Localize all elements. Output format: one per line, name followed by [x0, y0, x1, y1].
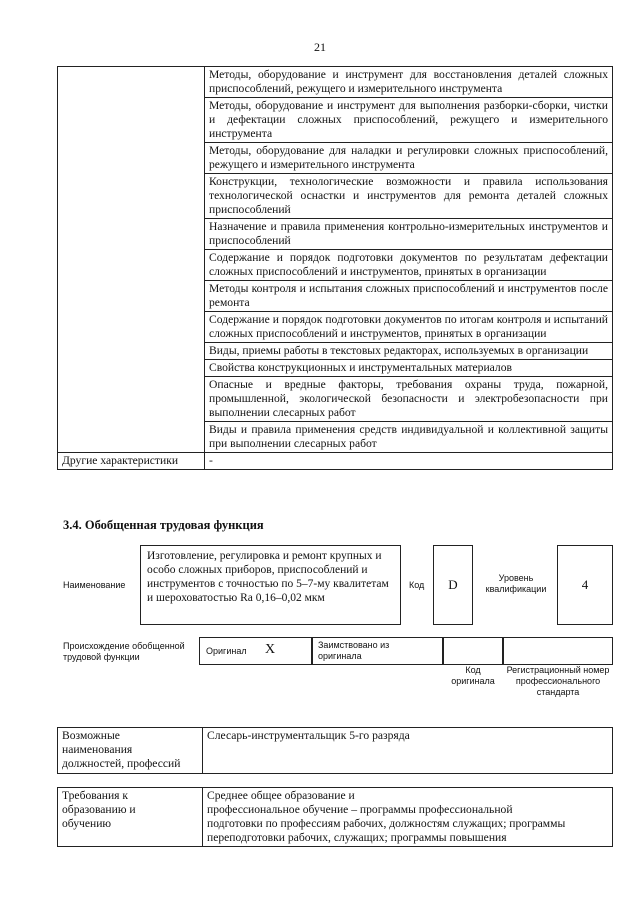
knowledge-item: Методы, оборудование для наладки и регулировки сложных приспособлений, режущего и измерительного инструмента — [205, 143, 613, 174]
knowledge-item: Конструкции, технологические возможности и правила использования технологической оснастки и инструментов для ремонта деталей сложных приспособлений — [205, 174, 613, 219]
page-number: 21 — [314, 40, 326, 54]
code-label: Код — [409, 580, 425, 590]
knowledge-item: Методы контроля и испытания сложных приспособлений и инструментов после ремонта — [205, 281, 613, 312]
table-row — [58, 453, 613, 470]
borrowed-label: Заимствовано из оригинала — [318, 640, 390, 661]
knowledge-item: Методы, оборудование и инструмент для выполнения разборки-сборки, чистки и дефектации сложных приспособлений, режущего и измерительного инструмента — [205, 98, 613, 143]
name-label: Наименование — [63, 580, 126, 590]
knowledge-item: Свойства конструкционных и инструментальных материалов — [205, 360, 613, 377]
table-row — [58, 728, 613, 774]
education-value — [203, 788, 613, 847]
knowledge-item: Опасные и вредные факторы, требования охраны труда, пожарной, промышленной, экологической безопасности и электробезопасности при выполнении слесарных работ — [205, 377, 613, 422]
knowledge-requirements-table — [57, 66, 613, 470]
knowledge-item: Виды, приемы работы в текстовых редакторах, используемых в организации — [205, 343, 613, 360]
origin-label: Происхождение обобщенной трудовой функции — [63, 641, 185, 662]
origin-code-box — [443, 637, 503, 665]
original-label: Оригинал — [206, 646, 247, 656]
positions-label — [58, 728, 203, 774]
level-box — [557, 545, 613, 625]
function-name-box — [140, 545, 401, 625]
code-original-caption: Код оригинала — [451, 665, 495, 686]
education-label-line: обучению — [62, 817, 112, 830]
knowledge-item: Виды и правила применения средств индивидуальной и коллективной защиты при выполнении слесарных работ — [205, 422, 613, 453]
code-box — [433, 545, 473, 625]
education-value-line: Среднее общее образование и — [207, 789, 355, 802]
level-value: 4 — [581, 577, 589, 592]
original-box — [199, 637, 312, 665]
education-table — [57, 787, 613, 847]
knowledge-item: Содержание и порядок подготовки документов по итогам контроля и испытаний сложных приспособлений и инструментов, принятых в организации — [205, 312, 613, 343]
borrowed-box — [312, 637, 443, 665]
education-label-line: Требования к — [62, 789, 129, 802]
reg-number-box — [503, 637, 613, 665]
knowledge-item: Назначение и правила применения контрольно-измерительных инструментов и приспособлений — [205, 219, 613, 250]
other-characteristics-label: Другие характеристики — [58, 453, 205, 470]
education-label — [58, 788, 203, 847]
education-label-line: образованию и — [62, 803, 136, 816]
reg-number-caption: Регистрационный номер профессионального стандарта — [506, 665, 610, 697]
positions-label-line: наименования — [62, 743, 133, 756]
table-row — [58, 67, 613, 98]
positions-label-line: Возможные — [62, 729, 120, 742]
function-name-value: Изготовление, регулировка и ремонт крупных и особо сложных приборов, приспособлений и инструментов с точностью по 5–7-му квалитетам и шероховатостью Ra 0,16–0,02 мкм — [147, 550, 389, 604]
other-characteristics-value: - — [205, 453, 613, 470]
education-value-line: подготовки по профессиям рабочих, должностям служащих; программы — [207, 817, 566, 830]
knowledge-item: Методы, оборудование и инструмент для восстановления деталей сложных приспособлений, режущего и измерительного инструмента — [205, 67, 613, 98]
knowledge-item: Содержание и порядок подготовки документов по результатам дефектации сложных приспособлений и инструментов, принятых в организации — [205, 250, 613, 281]
section-title: 3.4. Обобщенная трудовая функция — [63, 518, 264, 532]
positions-value: Слесарь-инструментальщик 5-го разряда — [203, 728, 613, 774]
original-mark: X — [265, 642, 276, 657]
empty-label-cell — [58, 67, 205, 453]
table-row — [58, 788, 613, 847]
positions-table — [57, 727, 613, 774]
education-value-line: переподготовки рабочих, служащих; программы повышения — [207, 831, 507, 844]
code-value: D — [448, 577, 458, 592]
positions-label-line: должностей, профессий — [62, 757, 181, 770]
education-value-line: профессиональное обучение – программы профессиональной — [207, 803, 513, 816]
level-label: Уровень квалификации — [485, 573, 547, 594]
